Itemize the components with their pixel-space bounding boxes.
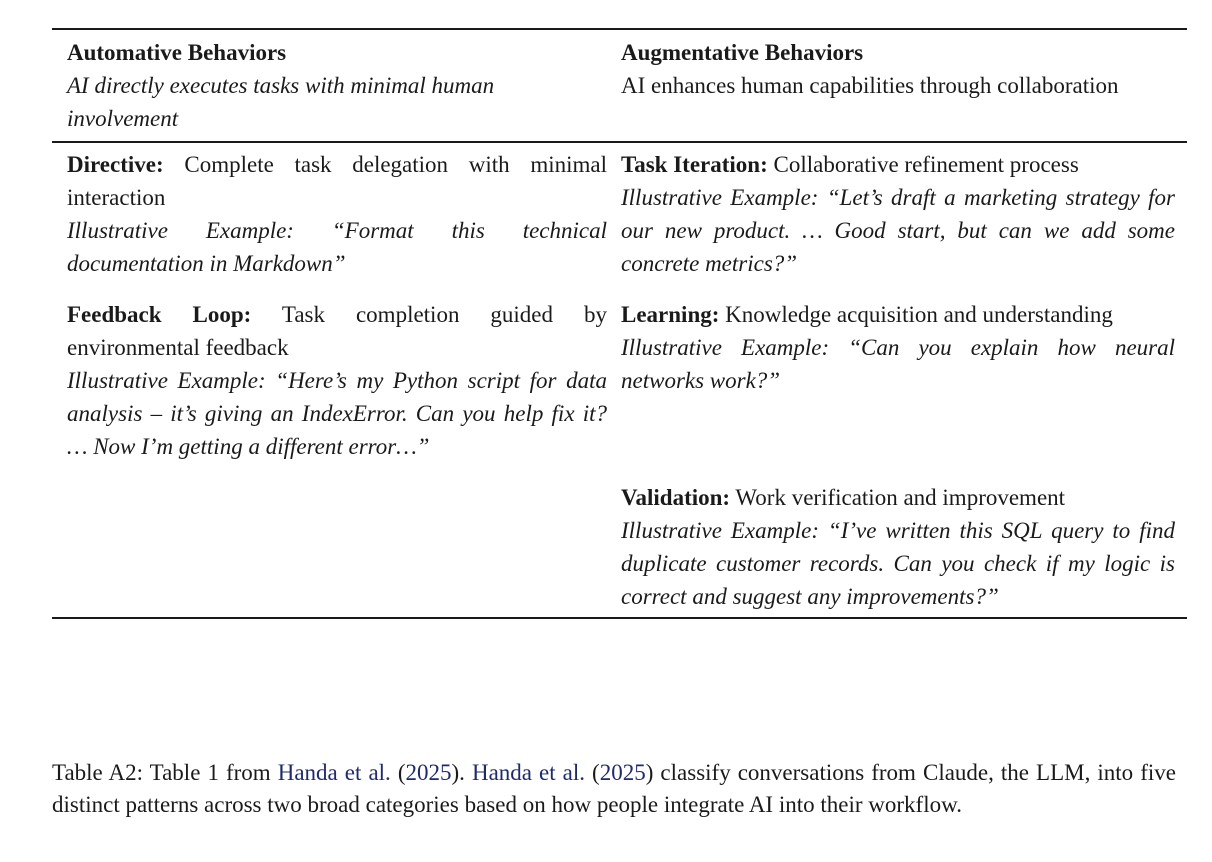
- behavior-name: Feedback Loop:: [67, 301, 252, 327]
- behavior-description: Knowledge acquisition and understanding: [725, 301, 1113, 327]
- citation-year-link[interactable]: 2025: [405, 760, 452, 785]
- table-caption: [52, 757, 1176, 821]
- behavior-example: Illustrative Example: “Can you explain how neural networks work?”: [621, 334, 1175, 393]
- citation-paren: ).: [451, 760, 472, 785]
- header-subtitle-automative: AI directly executes tasks with minimal human involvement: [67, 73, 495, 131]
- table-cell-directive: [52, 148, 607, 617]
- header-subtitle-augmentative: AI enhances human capabilities through collaboration: [621, 73, 1119, 98]
- behavior-example: Illustrative Example: “Let’s draft a marketing strategy for our new product. … Good start, but can we add some concrete metrics?”: [621, 184, 1175, 276]
- citation-paren: ): [645, 760, 654, 785]
- header-cell-augmentative: [607, 36, 1187, 135]
- behavior-example: Illustrative Example: “Format this technical documentation in Markdown”: [67, 217, 607, 276]
- behavior-name: Directive:: [67, 151, 164, 177]
- caption-label: Table A2:: [52, 760, 144, 785]
- header-title-automative: Automative Behaviors: [67, 40, 287, 65]
- citation-year-link[interactable]: 2025: [599, 760, 646, 785]
- citation-paren: (: [585, 760, 600, 785]
- behavior-example: Illustrative Example: “I’ve written this SQL query to find duplicate customer records. Can you check if my logic is correct and suggest any improvements?”: [621, 517, 1175, 609]
- header-cell-automative: [52, 36, 607, 135]
- table-cell-augmentative-list: [607, 148, 1187, 617]
- caption-text: Table 1 from: [143, 760, 278, 785]
- behavior-entry-learning: [621, 298, 1175, 397]
- behavior-name: Validation:: [621, 484, 731, 510]
- table-row: [52, 143, 1187, 617]
- behavior-description: Work verification and improvement: [735, 484, 1066, 510]
- behavior-name: Task Iteration:: [621, 151, 768, 177]
- header-title-augmentative: Augmentative Behaviors: [621, 40, 864, 65]
- behaviors-table: [52, 28, 1187, 619]
- row-spacer: [621, 415, 1175, 481]
- behavior-description: Collaborative refinement process: [773, 151, 1079, 177]
- citation-paren: (: [390, 760, 406, 785]
- behavior-example: Illustrative Example: “Here’s my Python script for data analysis – it’s giving an IndexError. Can you help fix it? … Now I’m getting a different error…”: [67, 367, 607, 459]
- table-bottom-rule: [52, 617, 1187, 619]
- citation-link[interactable]: Handa et al.: [277, 760, 391, 785]
- behavior-description: Task completion guided by environmental feedback: [67, 301, 607, 360]
- behavior-description: Complete task delegation with minimal interaction: [67, 151, 608, 210]
- behavior-entry-feedback-loop: [67, 298, 607, 463]
- caption-text: classify conversations from Claude, the LLM, into five distinct patterns across two broad categories based on how people integrate AI into their workflow.: [52, 760, 1176, 817]
- behavior-entry-task-iteration: [621, 148, 1175, 280]
- citation-link[interactable]: Handa et al.: [471, 760, 586, 785]
- behavior-entry-validation: [621, 481, 1175, 613]
- behavior-entry-directive: [67, 148, 607, 280]
- behavior-name: Learning:: [621, 301, 720, 327]
- table-header-row: [52, 30, 1187, 141]
